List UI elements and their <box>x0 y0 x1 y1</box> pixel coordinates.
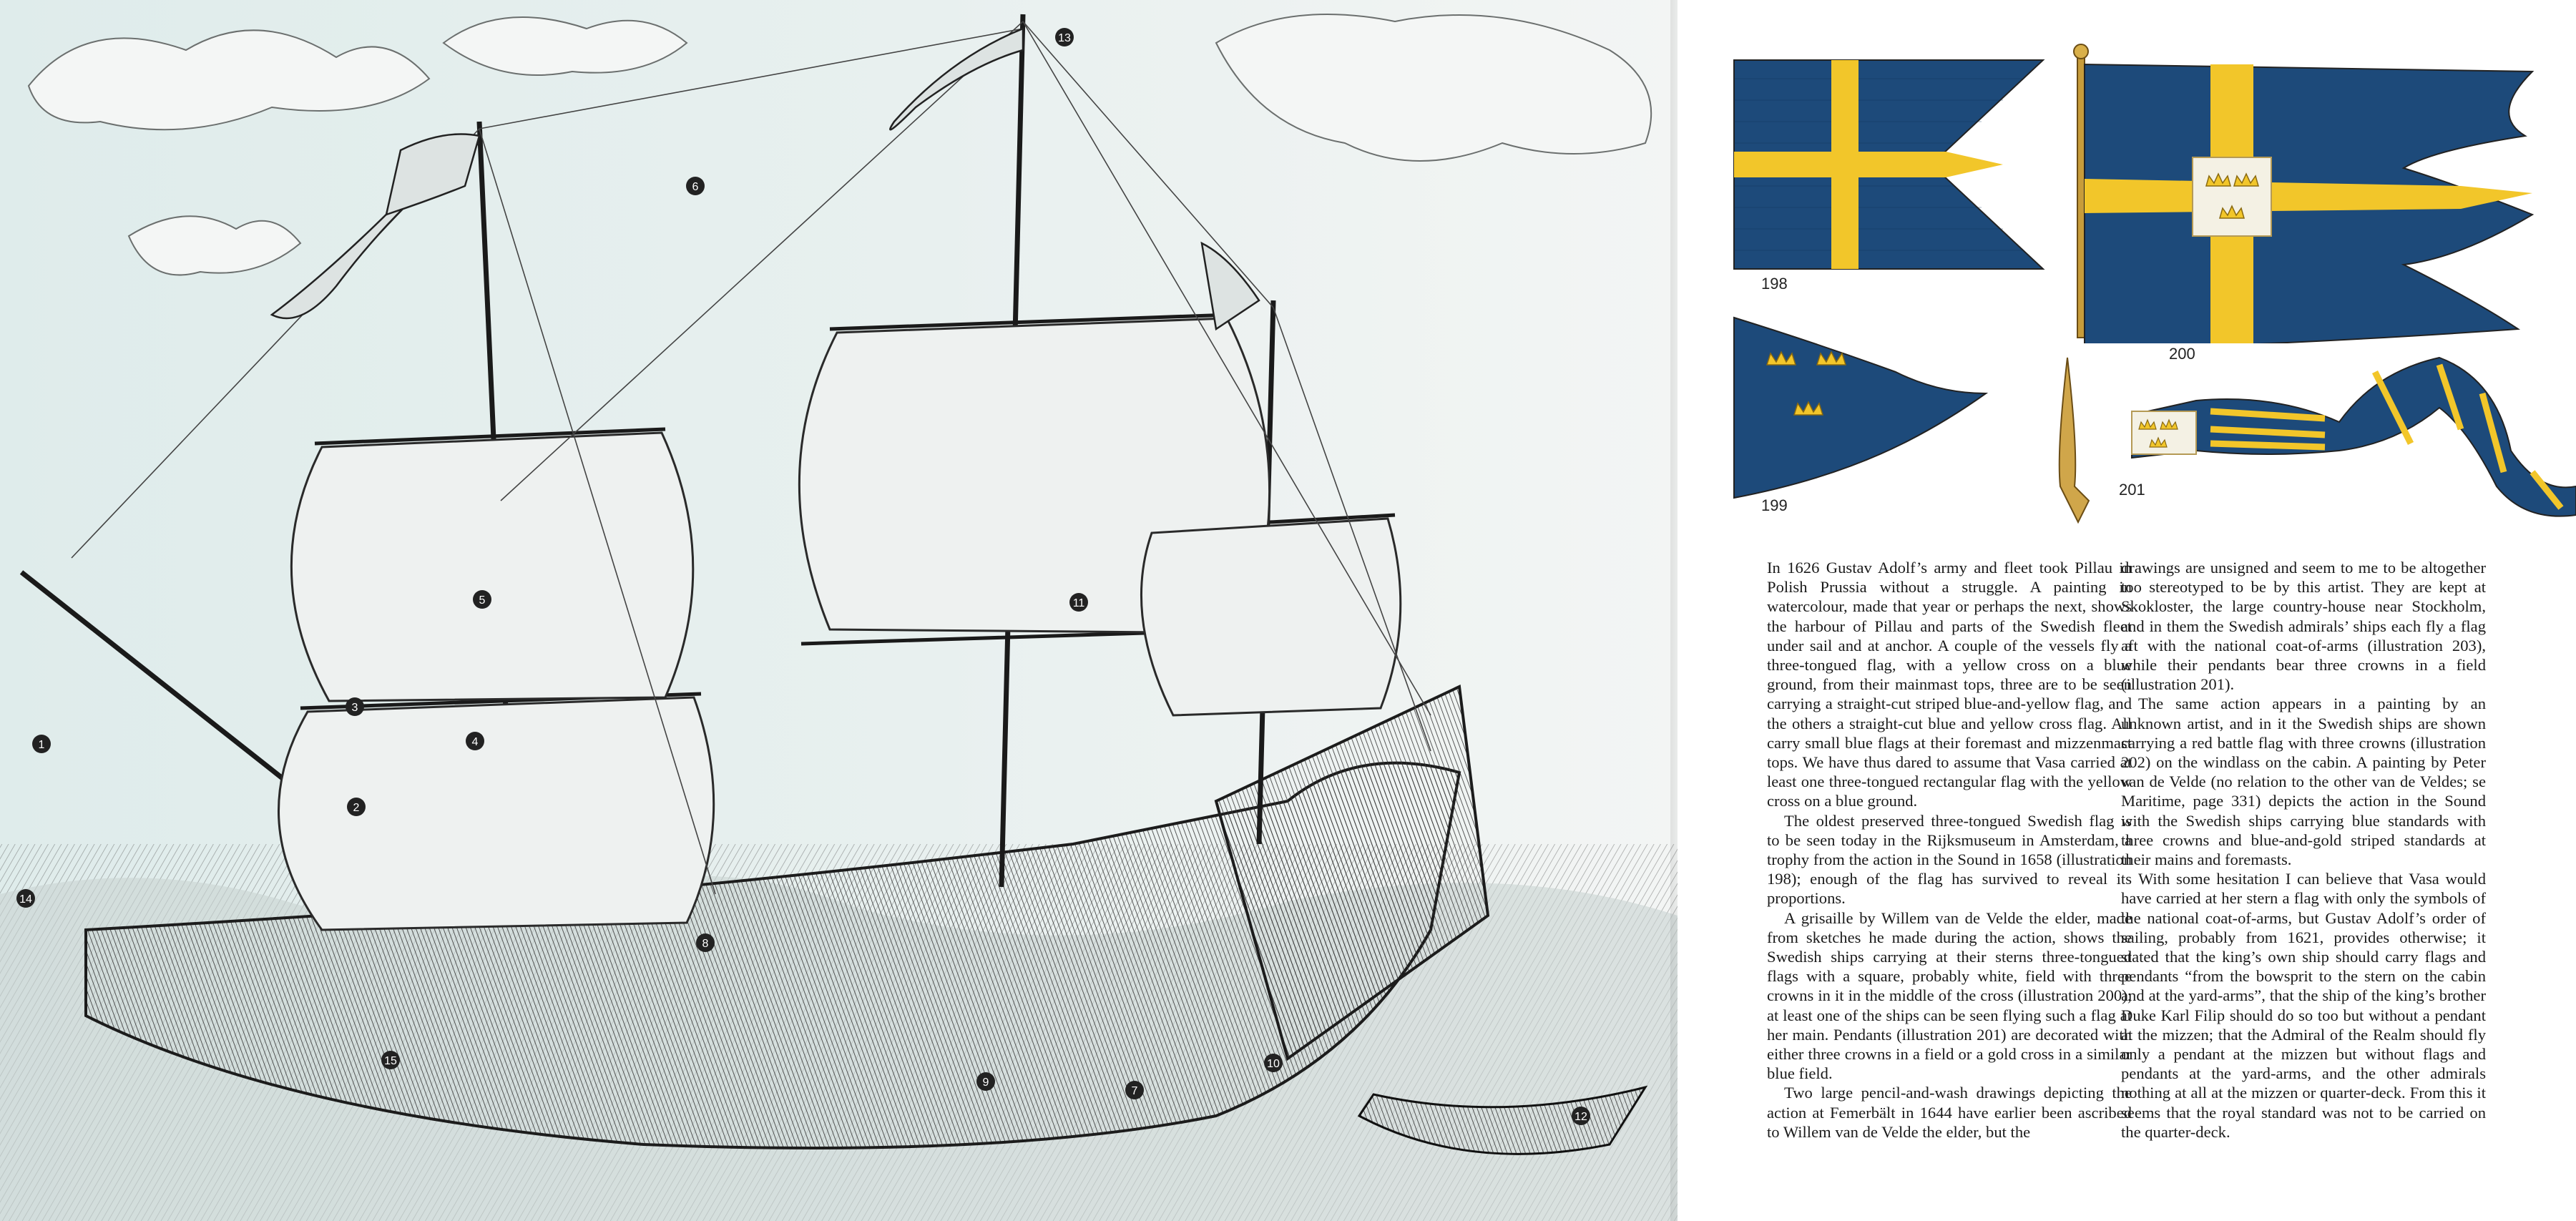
callout-label: 8 <box>702 938 709 950</box>
paragraph: A grisaille by Willem van de Velde the elder, made from sketches he made during the action, shows the Swedish ships carrying at their sterns three-tongued flags with a square, probably white, field with three crowns in it in the middle of the cross (illustration 200); at least one of the ships can be seen flying such a flag at her main. Pendants (illustration 201) are decorated with either three crowns in a field or a gold cross in a similar blue field. <box>1767 908 2132 1083</box>
paragraph: With some hesitation I can believe that Vasa would have carried at her stern a flag with only the symbols of the national coat-of-arms, but Gustav Adolf’s order of sailing, probably from 1621, provides otherwise; it stated that the king’s own ship should carry flags and pendants “from the bowsprit to the stern on the cabin and at the yard-arms”, that the ship of the king’s brother Duke Karl Filip should do so too but without a pendant at the mizzen; that the Admiral of the Realm should fly only a pendant at the mizzen but without flags and pendants at the yard-arms, and the other admirals nothing at all at the mizzen or quarter-deck. From this it seems that the royal standard was not to be carried on the quarter-deck. <box>2121 870 2486 1141</box>
callout-label: 14 <box>19 893 32 906</box>
paragraph: The oldest preserved three-tongued Swedish flag is to be seen today in the Rijksmuseum in Amsterdam, a trophy from the action in the Sound in 1658 (illustration 198); enough of the flag has survived to reveal its proportions. <box>1767 811 2132 908</box>
flag-caption-199: 199 <box>1761 496 1788 514</box>
callout-label: 6 <box>692 181 699 193</box>
text-column-1 <box>1767 558 2132 1142</box>
callout-label: 9 <box>982 1077 989 1089</box>
flag-199 <box>1731 315 1989 501</box>
callout-label: 13 <box>1058 32 1071 44</box>
flag-caption-198: 198 <box>1761 275 1788 293</box>
flag-198 <box>1731 57 2046 272</box>
callout-label: 2 <box>353 802 360 814</box>
callout-label: 1 <box>38 739 45 751</box>
callout-label: 15 <box>384 1055 397 1067</box>
callout-label: 3 <box>351 702 358 714</box>
flag-200 <box>2032 43 2575 343</box>
clouds <box>29 14 1651 275</box>
callout-label: 5 <box>479 594 486 607</box>
text-column-2 <box>2121 558 2486 1142</box>
callout-label: 10 <box>1267 1058 1280 1070</box>
flag-201 <box>2039 343 2576 536</box>
paragraph: The same action appears in a painting by an unknown artist, and in it the Swedish ships are shown carrying a red battle flag with three crowns (illustration 202) on the windlass on the cabin. A painting by Peter van de Velde (no relation to the other van de Veldes; se Maritime, page 331) depicts the action in the Sound with the Swedish ships carrying blue standards with three crowns and blue-and-gold striped standards at their mains and foremasts. <box>2121 695 2486 869</box>
paragraph: Two large pencil-and-wash drawings depicting the action at Femerbält in 1644 have earlier been ascribed to Willem van de Velde the elder, but the <box>1767 1084 2132 1141</box>
callout-label: 7 <box>1131 1085 1138 1097</box>
callout-label: 11 <box>1072 597 1085 609</box>
callout-label: 12 <box>1575 1111 1587 1123</box>
callout-label: 4 <box>471 736 479 748</box>
flag-caption-200: 200 <box>2169 345 2195 363</box>
paragraph: drawings are unsigned and seem to me to be altogether too stereotyped to be by this artist. They are kept at Skokloster, the large country-house near Stockholm, and in them the Swedish admirals’ ships each fly a flag aft with the national coat-of-arms (illustration 203), while their pendants bear three crowns in a field (illustration 201). <box>2121 559 2486 694</box>
paragraph: In 1626 Gustav Adolf’s army and fleet took Pillau in Polish Prussia without a struggle. A painting in watercolour, made that year or perhaps the next, shows the harbour of Pillau and parts of the Swedish fleet under sail and at anchor. A couple of the vessels fly a three-tongued flag, with a yellow cross on a blue ground, from their mainmast tops, three are to be seen carrying a straight-cut striped blue-and-yellow flag, and the others a straight-cut blue and yellow cross flag. All carry small blue flags at their foremast and mizzenmast tops. We have thus dared to assume that Vasa carried at least one three-tongued rectangular flag with the yellow cross on a blue ground. <box>1767 559 2132 810</box>
flag-caption-201: 201 <box>2119 481 2145 499</box>
